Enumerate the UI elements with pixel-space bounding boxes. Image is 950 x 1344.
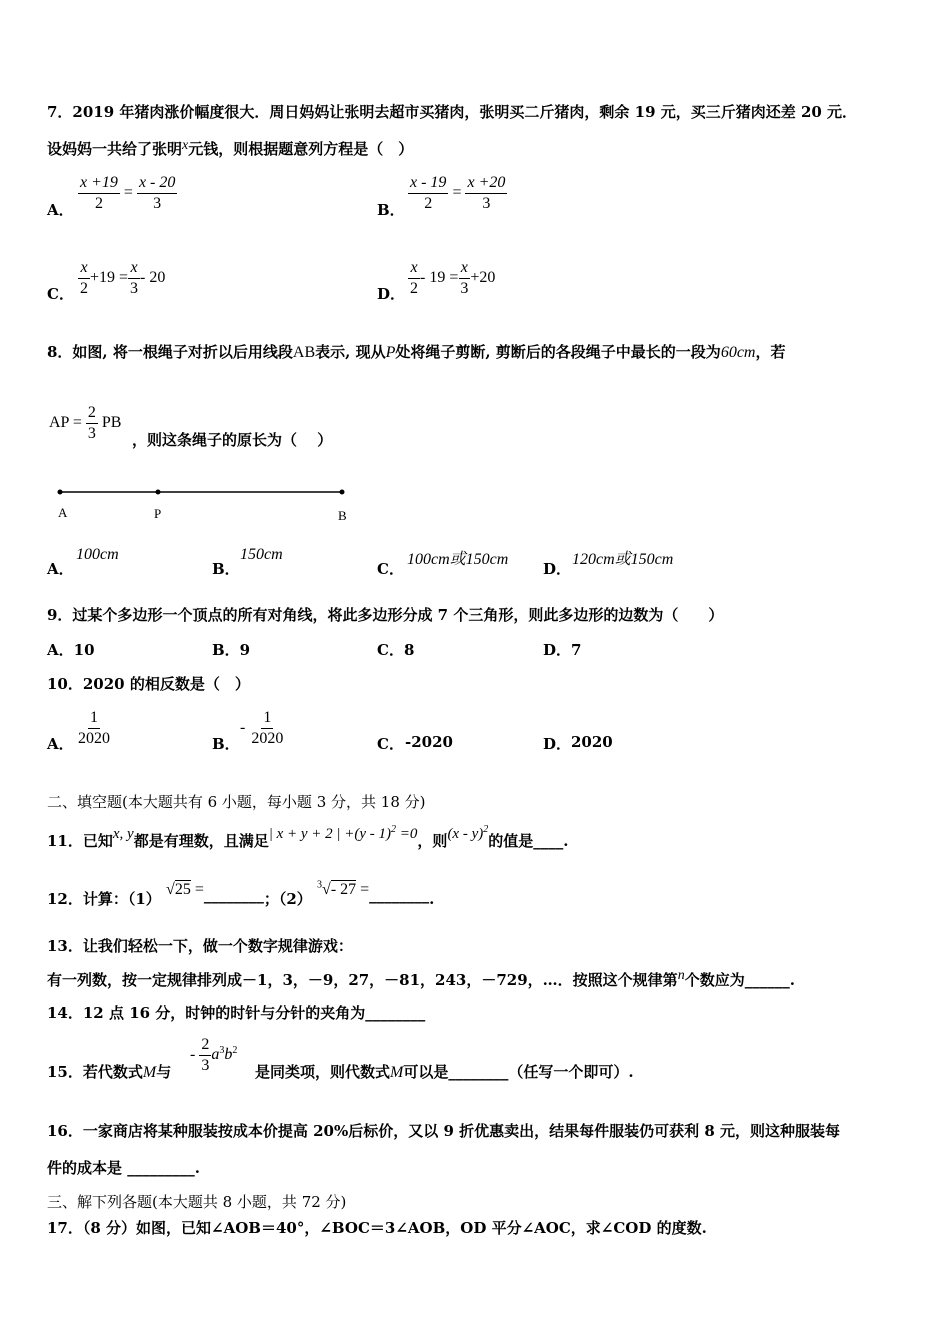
q7-line1: 7．2019 年猪肉涨价幅度很大．周日妈妈让张明去超市买猪肉，张明买二斤猪肉，剩余 19 元，买三斤猪肉还差 20 元． — [47, 103, 858, 121]
q8-line1: 8．如图, 将一根绳子对折以后用线段AB表示, 现从P处将绳子剪断, 剪断后的各段绳子中最长的一段为60cm，若 — [47, 343, 786, 361]
q8-label-c: C． — [377, 560, 404, 578]
sqrt-25: √25 = — [166, 881, 204, 898]
q12: 12．计算：（1） √25 =________；（2） $^3$√- 27 =________. — [47, 879, 435, 908]
q17-text: 17．（8 分）如图，已知∠AOB＝40°，∠BOC＝3∠AOB，OD 平分∠AOC，求∠COD 的度数. — [47, 1219, 707, 1237]
q10-label-d: D． — [543, 735, 572, 753]
point-p — [156, 490, 161, 495]
q8-segment-diagram — [50, 480, 360, 530]
q9-text: 9．过某个多边形一个顶点的所有对角线，将此多边形分成 7 个三角形，则此多边形的边数为（ ） — [47, 606, 724, 624]
q10-label-b: B． — [212, 735, 240, 753]
q9-option-d: D．7 — [543, 641, 582, 659]
q9-option-a: A．10 — [47, 641, 95, 659]
q8-label-b: B． — [212, 560, 240, 578]
q7-option-a: $\frac{x +19}{2}$ = $\frac{x - 20}{3}$ — [80, 174, 176, 212]
point-b-label: B — [338, 508, 347, 523]
q15-lead: 15．若代数式M与 — [47, 1063, 172, 1081]
q10-text: 10．2020 的相反数是（ ） — [47, 675, 250, 693]
point-a — [58, 490, 63, 495]
q10-label-c: C． — [377, 735, 404, 753]
q10-option-c: -2020 — [405, 733, 453, 751]
q13-line1: 13．让我们轻松一下，做一个数字规律游戏： — [47, 937, 353, 955]
q10-option-d: 2020 — [571, 733, 613, 751]
q7-label-a: A． — [47, 201, 74, 219]
cbrt-neg27: $^3$√- 27 = — [317, 879, 370, 898]
q16-line2: 件的成本是 _________. — [47, 1159, 200, 1177]
q14-text: 14．12 点 16 分，时钟的时针与分针的夹角为________ — [47, 1004, 426, 1022]
q15-monomial: - $\frac{2}{3}$ $a^3b^2$ — [190, 1036, 238, 1074]
q7-label-c: C． — [47, 285, 74, 303]
q8-line2: ，则这条绳子的原长为（ ） — [132, 431, 333, 449]
q9-option-b: B．9 — [212, 641, 251, 659]
q15-tail: 是同类项，则代数式M可以是________（任写一个即可）. — [255, 1063, 634, 1081]
q10-label-a: A． — [47, 735, 74, 753]
q7-option-c: $\frac{x}{2}$ +19 = $\frac{x}{3}$ - 20 — [80, 259, 166, 297]
q7-option-d: $\frac{x}{2}$ - 19 = $\frac{x}{3}$ +20 — [410, 259, 496, 297]
q7-label-d: D． — [377, 285, 406, 303]
q8-label-d: D． — [543, 560, 572, 578]
q10-option-a: $\frac{1}{2020}$ — [78, 709, 110, 747]
q8-option-c: 100cm或150cm — [407, 551, 509, 568]
q7-label-b: B． — [377, 201, 405, 219]
section-3-heading: 三、解下列各题(本大题共 8 小题，共 72 分) — [47, 1193, 347, 1211]
point-b — [340, 490, 345, 495]
q9-option-c: C．8 — [377, 641, 415, 659]
q16-line1: 16．一家商店将某种服装按成本价提高 20%后标价，又以 9 折优惠卖出，结果每件服装仍可获利 8 元，则这种服装每 — [47, 1122, 840, 1140]
q7-option-b: $\frac{x - 19}{2}$ = $\frac{x +20}{3}$ — [410, 174, 506, 212]
q11: 11．已知x, y都是有理数，且满足| x + y + 2 | +(y - 1)$^2$ =0，则(x - y)$^2$的值是____. — [47, 824, 569, 850]
q8-label-a: A． — [47, 560, 74, 578]
q13-line2: 有一列数，按一定规律排列成－1，3，－9，27，－81，243，－729，…．按照这个规律第n个数应为______. — [47, 968, 795, 989]
section-2-heading: 二、填空题(本大题共有 6 小题，每小题 3 分，共 18 分) — [47, 793, 426, 811]
q8-equation: AP = $\frac{2}{3}$ PB — [49, 404, 122, 442]
point-p-label: P — [154, 506, 162, 521]
q10-option-b: - $\frac{1}{2020}$ — [240, 709, 284, 747]
q8-option-b: 150cm — [240, 546, 283, 563]
point-a-label: A — [58, 505, 68, 520]
q8-option-a: 100cm — [76, 546, 119, 563]
q7-line2: 设妈妈一共给了张明x元钱，则根据题意列方程是（ ） — [47, 138, 414, 158]
q8-option-d: 120cm或150cm — [572, 551, 674, 568]
